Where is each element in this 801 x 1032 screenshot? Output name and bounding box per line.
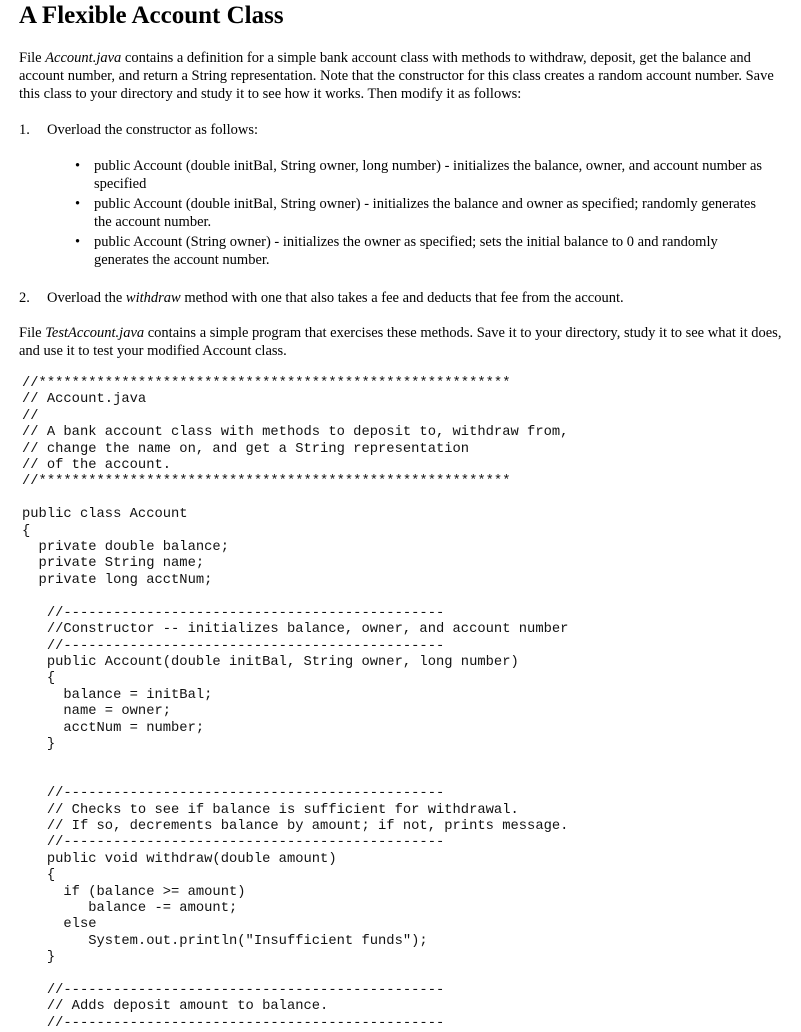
item-text <box>47 289 787 307</box>
code-line: { <box>22 671 56 687</box>
bullet-icon: • <box>75 158 81 174</box>
item-text-b: method with one that also takes a fee and deducts that fee from the account. <box>180 290 624 306</box>
code-line: // Account.java <box>22 392 147 408</box>
intro-paragraph <box>19 49 789 103</box>
code-line: // <box>22 408 39 424</box>
account-file-name: Account.java <box>45 50 122 66</box>
bullet-icon: • <box>75 196 81 212</box>
list-item <box>75 195 775 231</box>
withdraw-method-name: withdraw <box>125 290 181 306</box>
code-line: //---------------------------------------------- <box>22 638 445 654</box>
code-line: if (balance >= amount) <box>22 884 246 900</box>
code-line: //Constructor -- initializes balance, owner, and account number <box>22 622 569 638</box>
code-line: private String name; <box>22 556 205 572</box>
code-line: balance = initBal; <box>22 687 213 703</box>
list-item-text: public Account (String owner) - initializes the owner as specified; sets the initial balance to 0 and randomly generates the account number. <box>94 234 718 268</box>
code-line: //---------------------------------------------- <box>22 983 445 999</box>
code-line: //********************************************************* <box>22 474 511 490</box>
code-line: } <box>22 736 56 752</box>
code-line: private long acctNum; <box>22 572 213 588</box>
code-line: // Adds deposit amount to balance. <box>22 999 329 1015</box>
item-number: 2. <box>19 290 30 306</box>
intro-text-b: contains a definition for a simple bank account class with methods to withdraw, deposit, get the balance and account number, and return a String representation. Note that the constructor for this class creates a random account number. Save this class to your directory and study it to see how it works. Then modify it as follows: <box>19 50 774 102</box>
code-line: //---------------------------------------------- <box>22 605 445 621</box>
code-line: balance -= amount; <box>22 901 238 916</box>
code-line: //---------------------------------------------- <box>22 1015 445 1031</box>
code-line: else <box>22 917 97 933</box>
intro-text-a: File <box>19 50 46 66</box>
page-title: A Flexible Account Class <box>19 2 284 29</box>
code-listing <box>22 376 568 1032</box>
item-number: 1. <box>19 122 30 138</box>
constructor-list <box>75 157 775 271</box>
bullet-icon: • <box>75 234 81 250</box>
test-file-name: TestAccount.java <box>45 325 145 341</box>
code-line: //********************************************************* <box>22 376 511 391</box>
code-line: // If so, decrements balance by amount; if not, prints message. <box>22 818 569 834</box>
test-text-b: contains a simple program that exercises these methods. Save it to your directory, study it to see what it does, and use it to test your modified Account class. <box>19 325 782 359</box>
list-item <box>75 157 775 193</box>
code-line: // of the account. <box>22 458 172 474</box>
code-line: //---------------------------------------------- <box>22 786 445 802</box>
item-text: Overload the constructor as follows: <box>47 122 259 138</box>
code-line: // A bank account class with methods to deposit to, withdraw from, <box>22 425 569 441</box>
code-line: public class Account <box>22 507 188 523</box>
test-text-a: File <box>19 325 46 341</box>
code-line: { <box>22 868 56 884</box>
code-line: private double balance; <box>22 540 229 556</box>
test-paragraph <box>19 324 789 360</box>
code-line: // Checks to see if balance is sufficient for withdrawal. <box>22 802 519 818</box>
item-text-a: Overload the <box>47 290 126 306</box>
code-line: } <box>22 950 56 966</box>
code-line: acctNum = number; <box>22 720 205 736</box>
code-line: name = owner; <box>22 704 172 720</box>
code-line: // change the name on, and get a String representation <box>22 441 470 457</box>
code-line: //---------------------------------------------- <box>22 835 445 851</box>
code-line: public Account(double initBal, String owner, long number) <box>22 654 519 670</box>
code-line: System.out.println("Insufficient funds"); <box>22 933 428 949</box>
list-item-text: public Account (double initBal, String owner) - initializes the balance and owner as specified; randomly generates the account number. <box>94 196 756 230</box>
list-item <box>75 233 775 269</box>
list-item-text: public Account (double initBal, String owner, long number) - initializes the balance, owner, and account number as specified <box>94 158 763 192</box>
code-line: { <box>22 523 31 539</box>
code-line: public void withdraw(double amount) <box>22 851 337 867</box>
